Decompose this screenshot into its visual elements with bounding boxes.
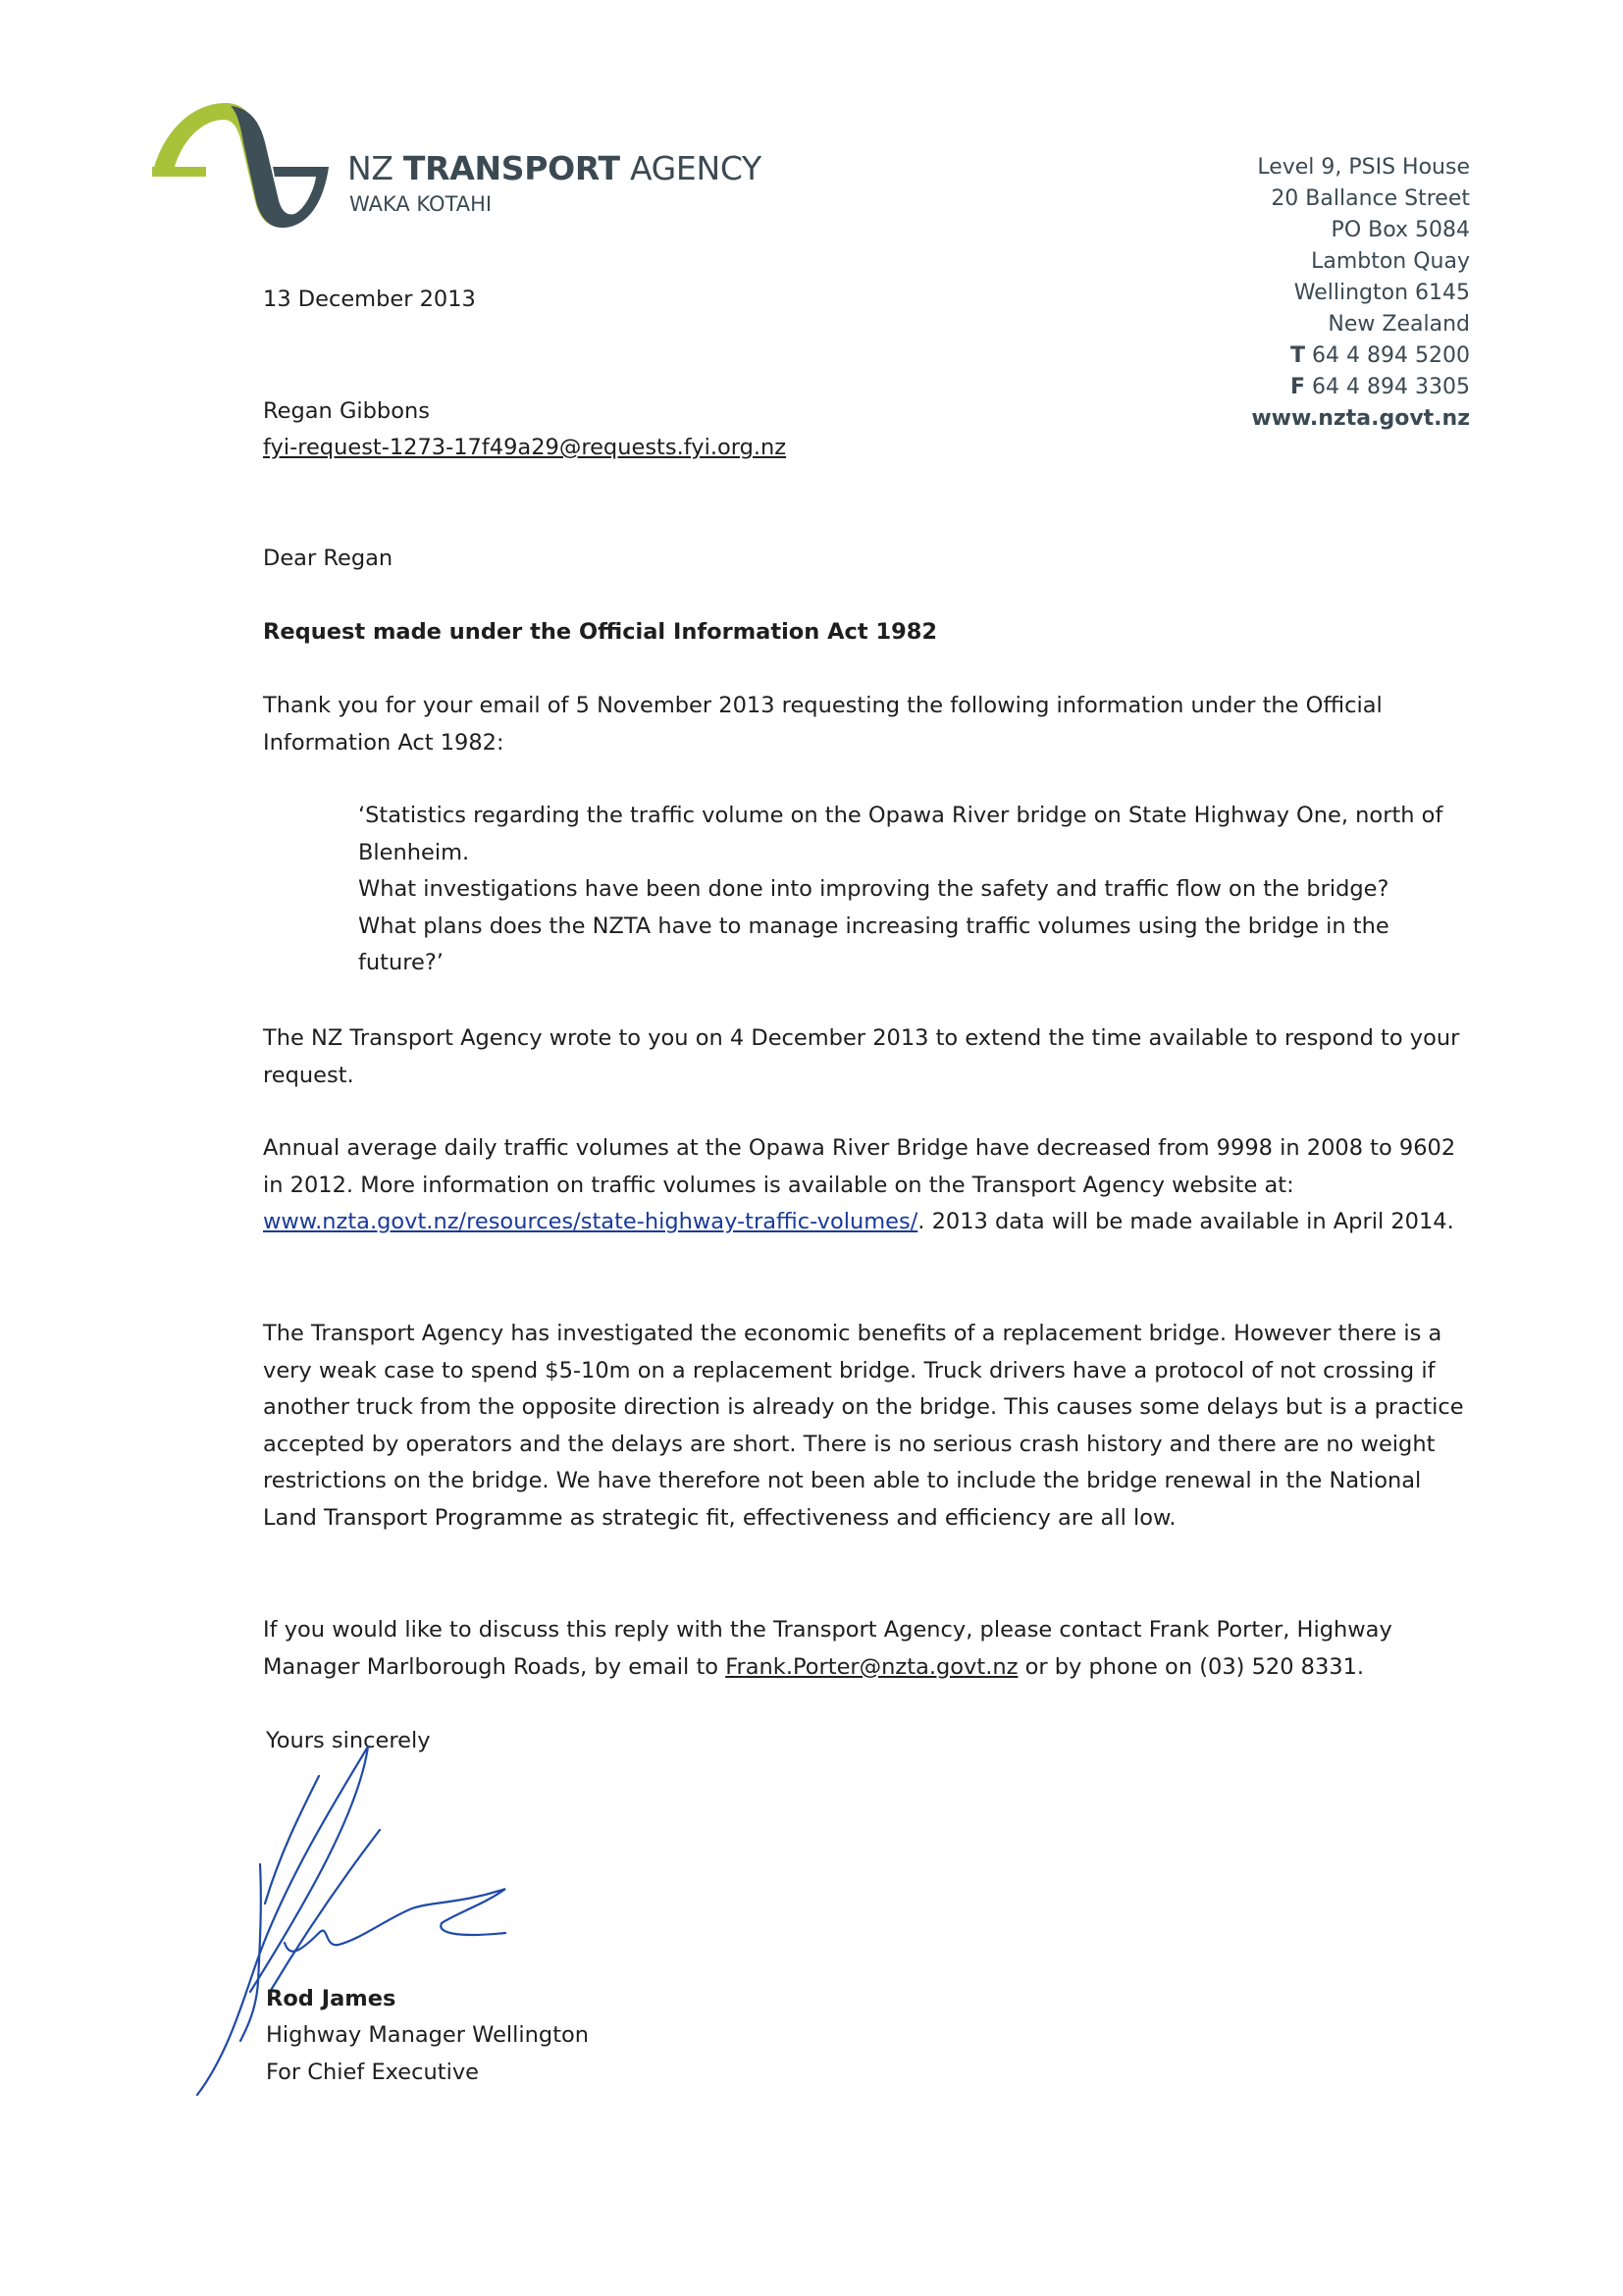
recipient-name: Regan Gibbons — [263, 398, 430, 424]
quoted-request: ‘Statistics regarding the traffic volume on the Opawa River bridge on State Highway One, north of Blenheim. What investigations have been done into improving the safety and traffic flow on the bridge? What plans does the NZTA have to manage increasing traffic volumes using the bridge in the future?’ — [358, 803, 1443, 975]
paragraph-2: The NZ Transport Agency wrote to you on 4 December 2013 to extend the time available to respond to your request. — [263, 1025, 1460, 1088]
signatory-name: Rod James — [266, 1986, 396, 2011]
recipient-email-link[interactable]: fyi-request-1273-17f49a29@requests.fyi.org.nz — [263, 435, 787, 460]
paragraph-3: Annual average daily traffic volumes at the Opawa River Bridge have decreased from 9998 in 2008 to 9602 in 2012. More information on traffic volumes is available on the Transport Agency website at: www.nzta.govt.nz/resources/state-highway-traffic-volumes/. 2013 data will be made available in April 2014. — [263, 1135, 1456, 1234]
salutation: Dear Regan — [263, 546, 393, 571]
contact-email-link[interactable]: Frank.Porter@nzta.govt.nz — [725, 1653, 1019, 1680]
fax: F 64 4 894 3305 — [1290, 375, 1470, 399]
logo-subtitle: WAKA KOTAHI — [349, 192, 493, 216]
closing: Yours sincerely — [266, 1728, 431, 1753]
nzta-logo-icon — [147, 98, 334, 231]
subject-heading: Request made under the Official Information Act 1982 — [263, 619, 938, 645]
sender-address: Level 9, PSIS House 20 Ballance Street PO Box 5084 Lambton Quay Wellington 6145 New Zealand T 64 4 894 5200 F 64 4 894 3305 www.nzta.govt.nz — [1251, 152, 1470, 435]
traffic-volumes-link[interactable]: www.nzta.govt.nz/resources/state-highway-traffic-volumes/ — [263, 1209, 918, 1234]
signatory-title: Highway Manager Wellington — [266, 2022, 590, 2048]
paragraph-5: If you would like to discuss this reply with the Transport Agency, please contact Frank Porter, Highway Manager Marlborough Roads, by email to Frank.Porter@nzta.govt.nz or by phone on (03) 520 8331. — [263, 1617, 1392, 1680]
letter-date: 13 December 2013 — [263, 287, 476, 312]
logo-wordmark: NZ TRANSPORT AGENCY — [347, 149, 761, 187]
paragraph-1: Thank you for your email of 5 November 2013 requesting the following information under the Official Information Act 1982: — [263, 693, 1383, 756]
signatory-on-behalf: For Chief Executive — [266, 2060, 479, 2085]
phone: T 64 4 894 5200 — [1290, 343, 1470, 368]
website-link[interactable]: www.nzta.govt.nz — [1251, 406, 1470, 431]
paragraph-4: The Transport Agency has investigated the economic benefits of a replacement bridge. However there is a very weak case to spend $5-10m on a replacement bridge. Truck drivers have a protocol of not crossing if another truck from the opposite direction is already on the bridge. This causes some delays but is a practice accepted by operators and the delays are short. There is no serious crash history and there are no weight restrictions on the bridge. We have therefore not been able to include the bridge renewal in the National Land Transport Programme as strategic fit, effectiveness and efficiency are all low. — [263, 1321, 1464, 1531]
